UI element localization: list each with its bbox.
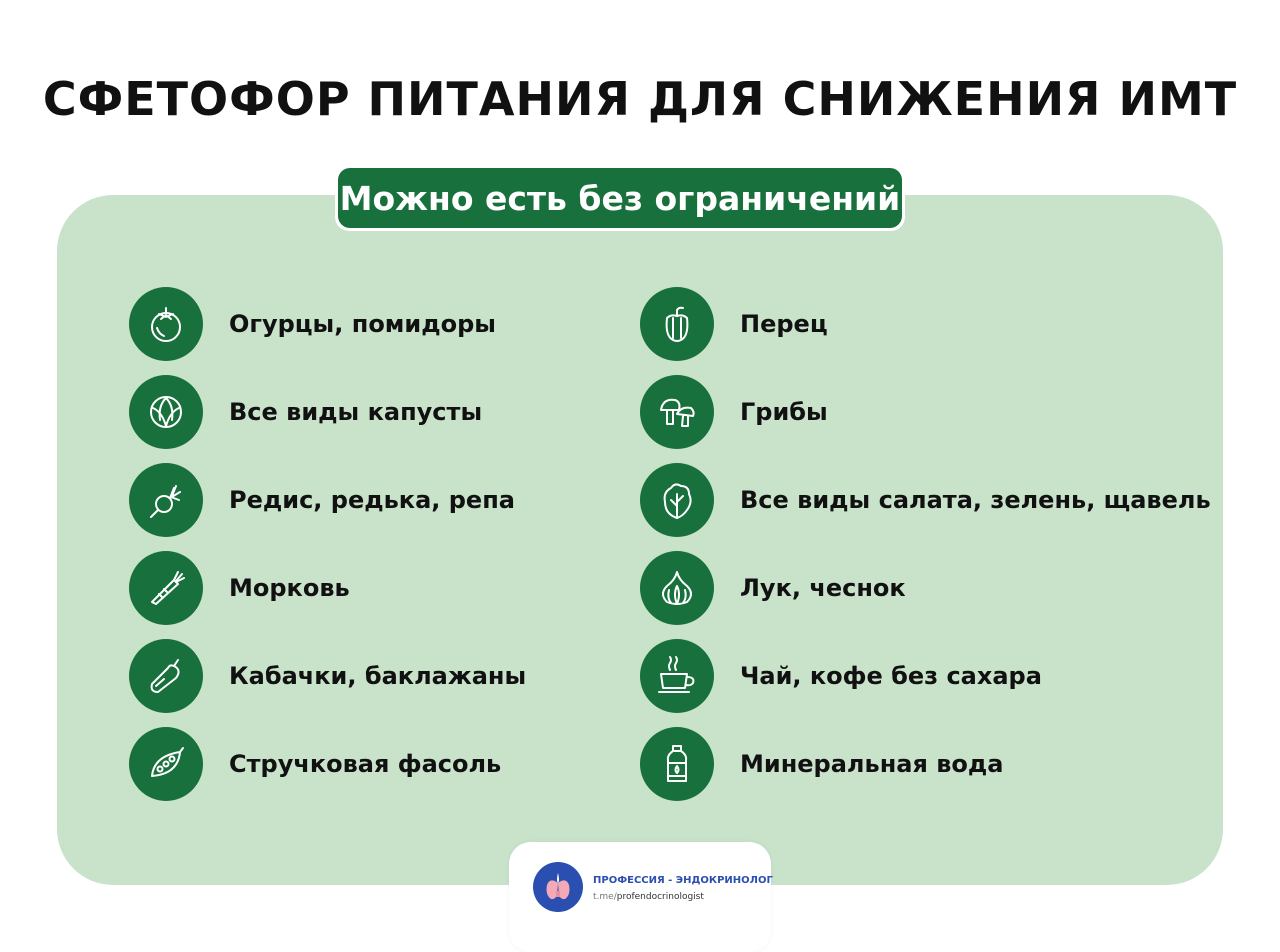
radish-icon [129,463,203,537]
list-item-label: Грибы [740,398,828,426]
list-item-label: Огурцы, помидоры [229,310,496,338]
list-item-label: Лук, чеснок [740,574,906,602]
list-item [129,726,501,802]
list-item [640,286,828,362]
pepper-icon [640,287,714,361]
list-item-label: Все виды капусты [229,398,483,426]
eggplant-icon [129,639,203,713]
list-item-label: Чай, кофе без сахара [740,662,1042,690]
water-bottle-icon [640,727,714,801]
list-item-label: Перец [740,310,828,338]
list-item-label: Редис, редька, репа [229,486,515,514]
lettuce-icon [640,463,714,537]
list-item [129,462,515,538]
brand-link-handle: profendocrinologist [616,892,704,902]
page-title: СФЕТОФОР ПИТАНИЯ ДЛЯ СНИЖЕНИЯ ИМТ [42,72,1238,126]
category-badge-label: Можно есть без ограничений [338,168,902,228]
list-item-label: Кабачки, баклажаны [229,662,527,690]
brand-name: ПРОФЕССИЯ - ЭНДОКРИНОЛОГ [593,875,773,886]
list-item-label: Минеральная вода [740,750,1004,778]
list-item [640,374,828,450]
cabbage-icon [129,375,203,449]
list-item-label: Морковь [229,574,350,602]
peapod-icon [129,727,203,801]
list-item [129,550,350,626]
list-item [640,726,1003,802]
brand-link[interactable] [593,892,704,902]
list-item-label: Все виды салата, зелень, щавель [740,486,1211,514]
mushroom-icon [640,375,714,449]
list-item [129,374,482,450]
brand-link-prefix: t.me/ [593,892,617,902]
category-badge [335,165,905,231]
carrot-icon [129,551,203,625]
list-item [129,638,526,714]
coffee-cup-icon [640,639,714,713]
list-item [640,462,1211,538]
list-item-label: Стручковая фасоль [229,750,502,778]
thyroid-logo-icon [533,862,583,912]
list-item [640,638,1042,714]
list-item [640,550,906,626]
tomato-icon [129,287,203,361]
garlic-icon [640,551,714,625]
brand-card[interactable] [509,842,771,952]
list-item [129,286,496,362]
